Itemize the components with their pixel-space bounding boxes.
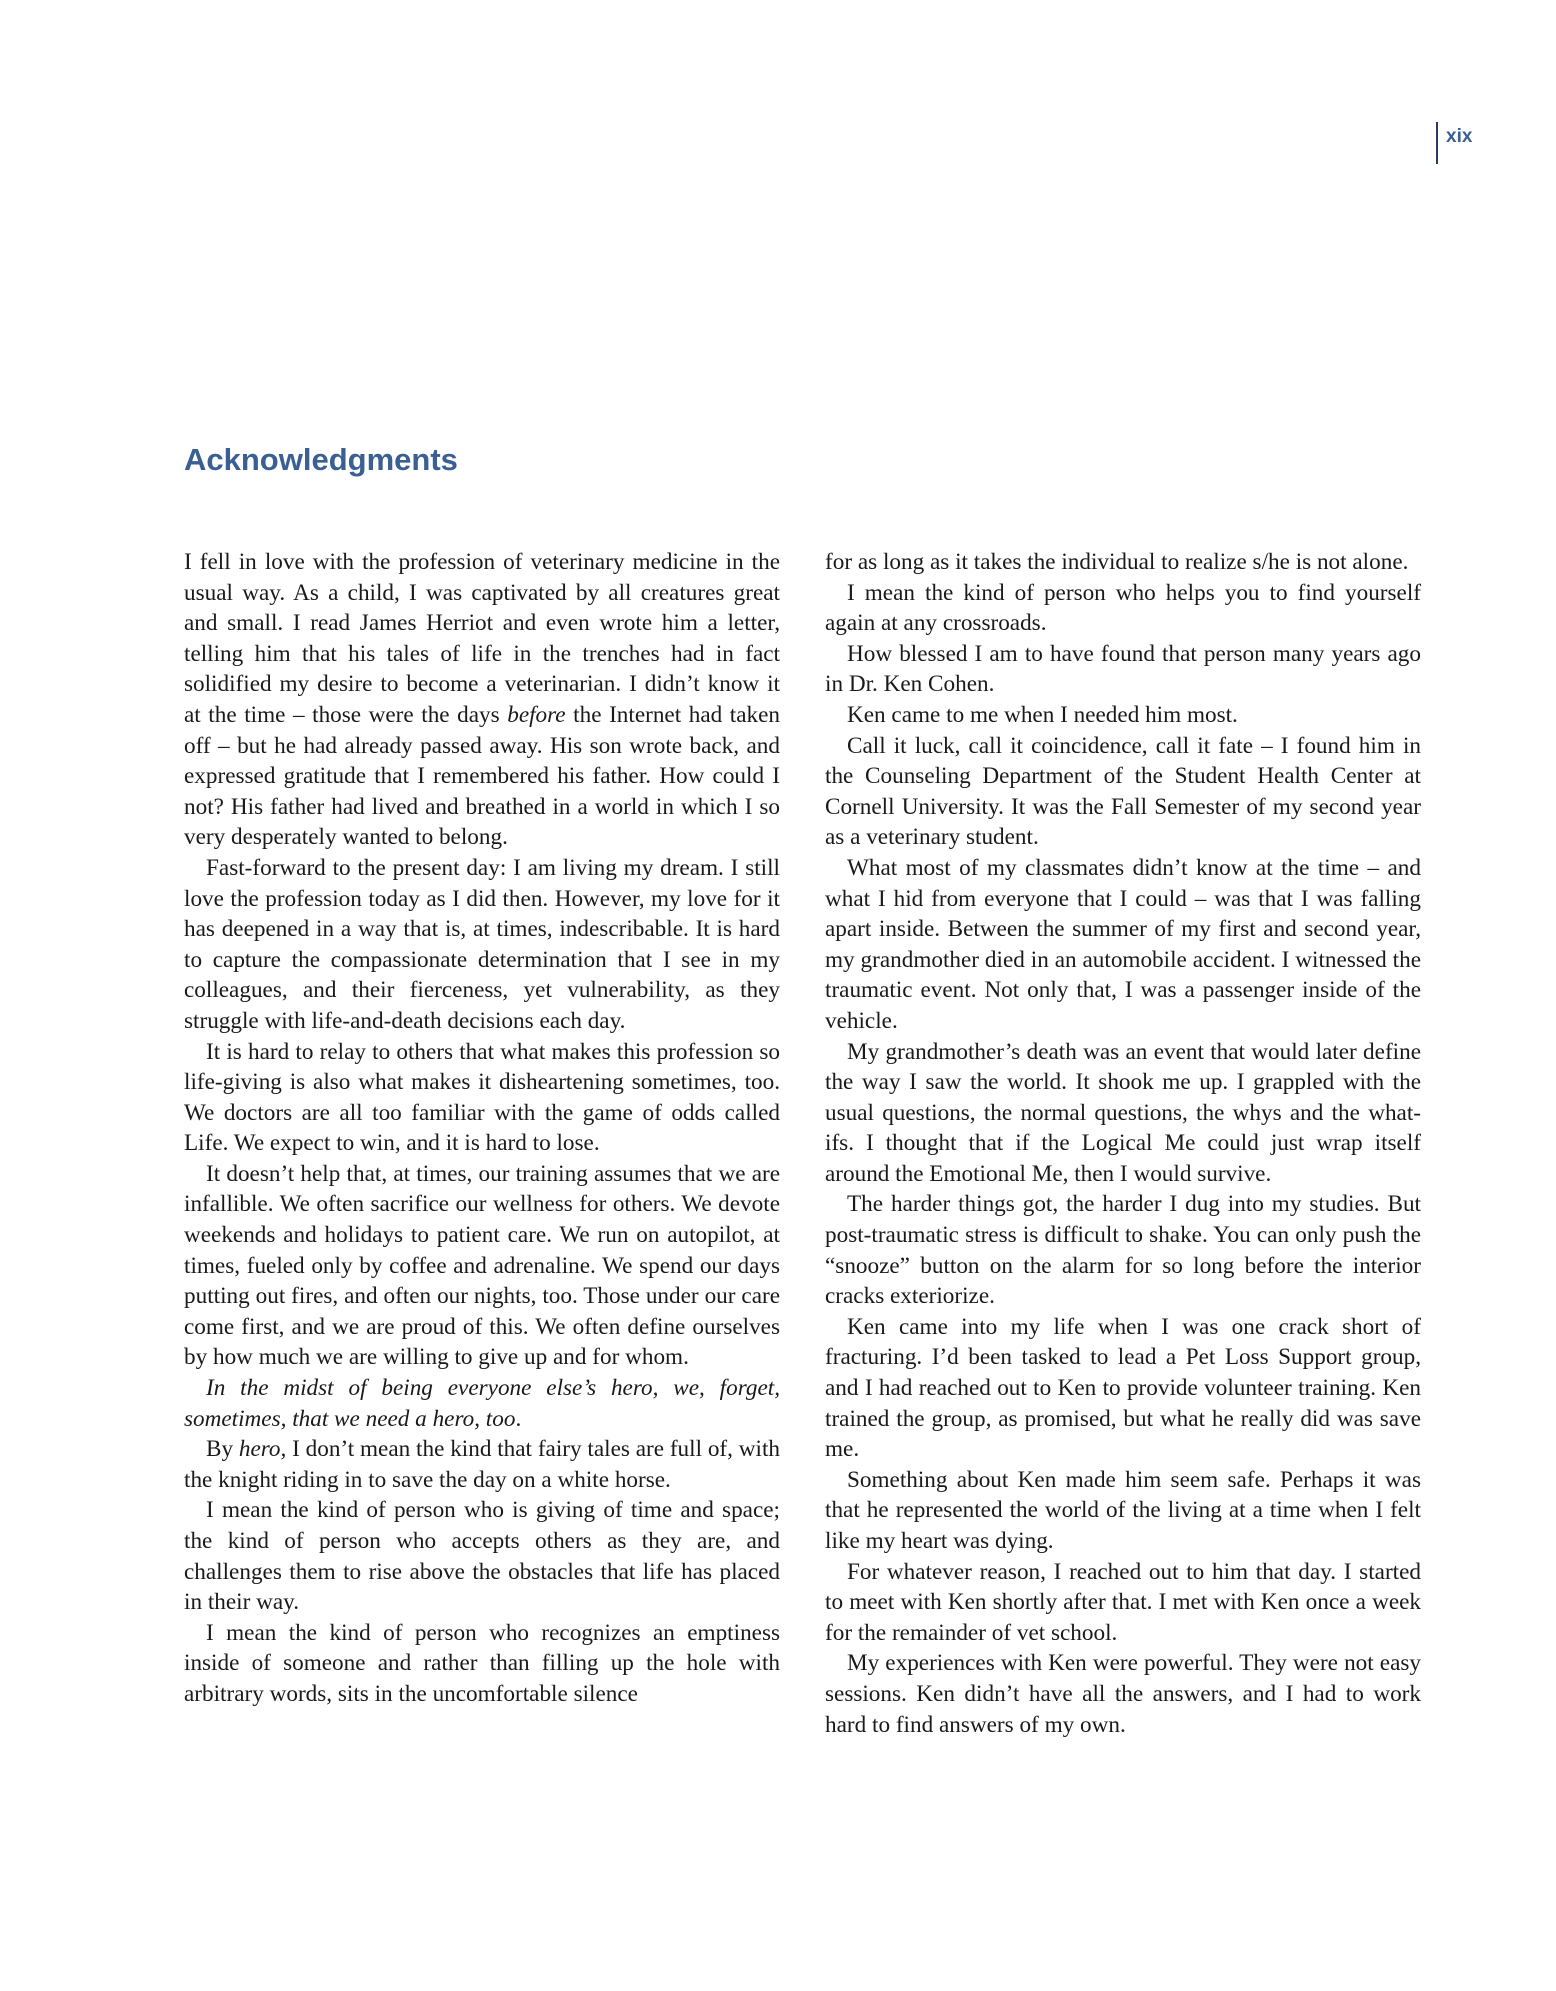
paragraph: The harder things got, the harder I dug into my studies. But post-traumatic stress is difficult to shake. You can only push the “snooze” button on the alarm for so long before the interior cracks exteriorize. [825,1191,1421,1310]
paragraph-emphasis: In the midst of being everyone else’s hero, we, forget, sometimes, that we need a hero, too. [184,1375,780,1432]
paragraph: Fast-forward to the present day: I am living my dream. I still love the profession today as I did then. However, my love for it has deepened in a way that is, at times, indescribable. It is hard to capture the compassionate determination that I see in my colleagues, and their fierceness, yet vulnerability, as they struggle with life-and-death decisions each day. [184,854,780,1034]
right-text-column [825,547,1421,1740]
paragraph-continued: for as long as it takes the individual to realize s/he is not alone. [825,549,1409,575]
paragraph: Ken came into my life when I was one crack short of fracturing. I’d been tasked to lead a Pet Loss Support group, and I had reached out to Ken to provide volunteer training. Ken trained the group, as promised, but what he really did was save me. [825,1313,1421,1463]
paragraph: Something about Ken made him seem safe. Perhaps it was that he represented the world of the living at a time when I felt like my heart was dying. [825,1466,1421,1554]
paragraph: I mean the kind of person who is giving of time and space; the kind of person who accepts others as they are, and challenges them to rise above the obstacles that life has placed in their way. [184,1497,780,1616]
chapter-title: Acknowledgments [184,442,458,477]
paragraph: What most of my classmates didn’t know at the time – and what I hid from everyone that I could – was that I was falling apart inside. Between the summer of my first and second year, my grandmother died in an automobile accident. I witnessed the traumatic event. Not only that, I was a passenger inside of the vehicle. [825,854,1421,1034]
paragraph: Ken came to me when I needed him most. [847,701,1238,728]
paragraph: I mean the kind of person who recognizes an emptiness inside of someone and rather than filling up the hole with arbitrary words, sits in the uncomfortable silence [184,1619,780,1707]
paragraph: For whatever reason, I reached out to him that day. I started to meet with Ken shortly after that. I met with Ken once a week for the remainder of vet school. [825,1558,1421,1646]
paragraph: It doesn’t help that, at times, our training assumes that we are infallible. We often sacrifice our wellness for others. We devote weekends and holidays to patient care. We run on autopilot, at times, fueled only by coffee and adrenaline. We spend our days putting out fires, and often our nights, too. Those under our care come first, and we are proud of this. We often define ourselves by how much we are willing to give up and for whom. [184,1160,780,1371]
paragraph: My experiences with Ken were powerful. They were not easy sessions. Ken didn’t have all the answers, and I had to work hard to find answers of my own. [825,1650,1421,1738]
paragraph: My grandmother’s death was an event that would later define the way I saw the world. It shook me up. I grappled with the usual questions, the normal questions, the whys and the what-ifs. I thought that if the Logical Me could just wrap itself around the Emotional Me, then I would survive. [825,1038,1421,1187]
paragraph: I fell in love with the profession of veterinary medicine in the usual way. As a child, I was captivated by all creatures great and small. I read James Herriot and even wrote him a letter, telling him that his tales of life in the trenches had in fact solidified my desire to become a veterinarian. I didn’t know it at the time – those were the days before the Internet had taken off – but he had already passed away. His son wrote back, and expressed gratitude that I remembered his father. How could I not? His father had lived and breathed in a world in which I so very desperately wanted to belong. [184,549,780,851]
paragraph: Call it luck, call it coincidence, call it fate – I found him in the Counseling Department of the Student Health Center at Cornell University. It was the Fall Semester of my second year as a veterinary student. [825,732,1421,851]
paragraph: How blessed I am to have found that person many years ago in Dr. Ken Cohen. [825,640,1421,698]
left-text-column [184,547,780,1710]
paragraph: By hero, I don’t mean the kind that fairy tales are full of, with the knight riding in to save the day on a white horse. [184,1436,780,1493]
page-number: xix [1436,122,1472,164]
paragraph: It is hard to relay to others that what makes this profession so life-giving is also what makes it disheartening sometimes, too. We doctors are all too familiar with the game of odds called Life. We expect to win, and it is hard to lose. [184,1038,780,1157]
paragraph: I mean the kind of person who helps you to find yourself again at any crossroads. [825,579,1421,637]
